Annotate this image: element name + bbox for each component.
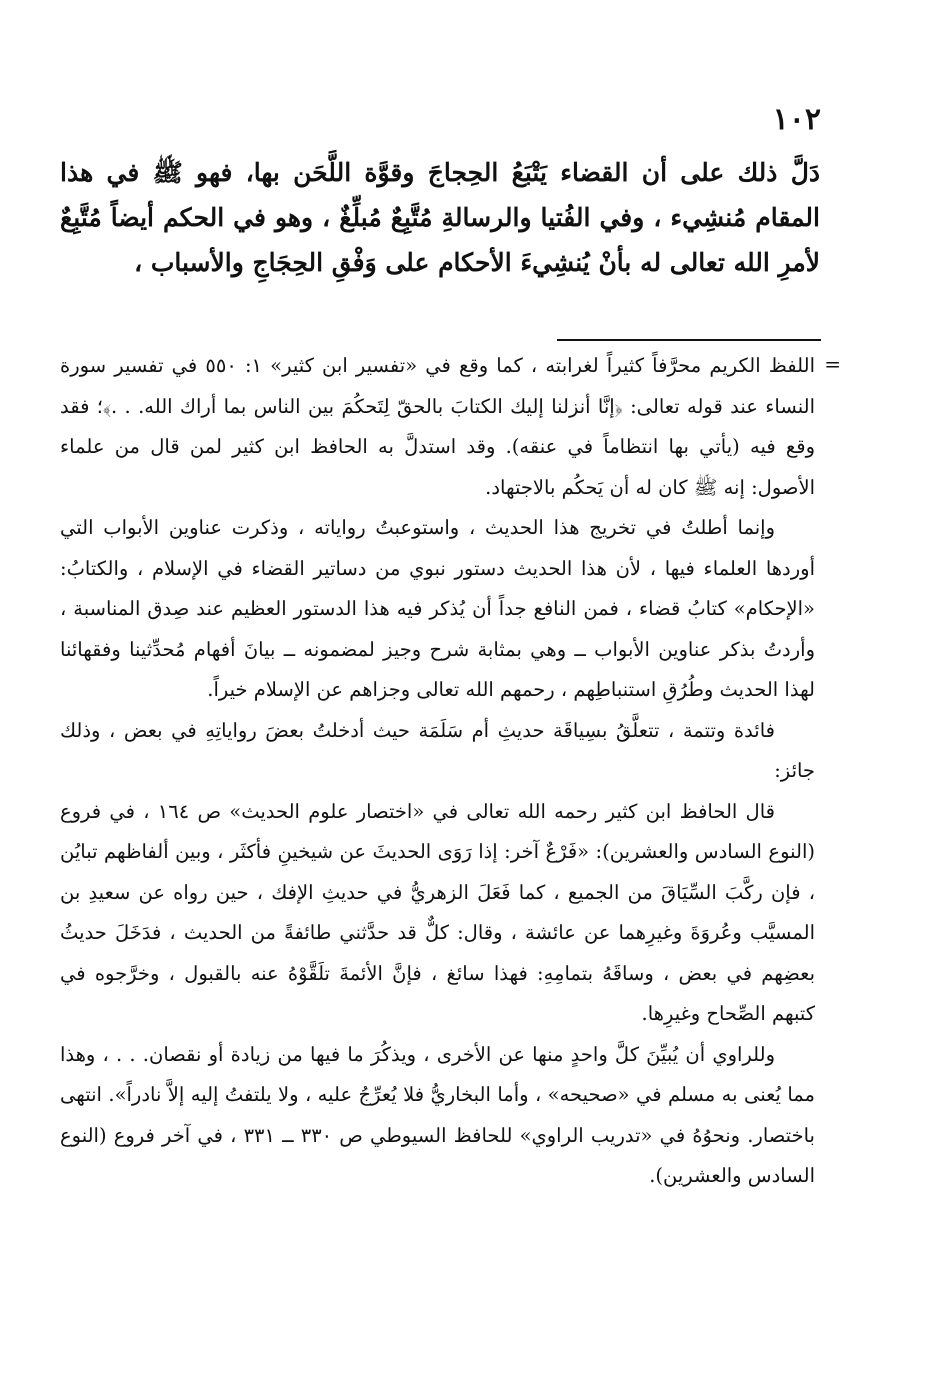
footnote-paragraph: قال الحافظ ابن كثير رحمه الله تعالى في «اختصار علوم الحديث» ص ١٦٤ ، في فروع (النوع السادس والعشرين): «فَرْعٌ آخر: إذا رَوَى الحديثَ عن شيخينِ فأكثَر ، وبين ألفاظهم تبايُن ، فإن ركَّبَ السِّيَاقَ من الجميع ، كما فَعَلَ الزهريُّ في حديثِ الإفك ، حين رواه عن سعيدِ بن المسيَّب وعُروَةَ وغيرِهما عن عائشة ، وقال: كلٌّ قد حدَّثني طائفةً من الحديث ، فدَخَلَ حديثُ بعضِهم في بعض ، وساقَهُ بتمامِهِ: فهذا سائغ ، فإنَّ الأئمةَ تلَقَّوْهُ عنه بالقبول ، وخرَّجوه في كتبهم الصِّحاح وغيرِها. <box>60 799 815 1025</box>
main-text <box>60 150 820 285</box>
footnotes <box>60 346 815 1197</box>
footnote-paragraph: اللفظ الكريم محرَّفاً كثيراً لغرابته ، كما وقع في «تفسير ابن كثير» ١: ٥٥٠ في تفسير سورة النساء عند قوله تعالى: ﴿إنَّا أنزلنا إليك الكتابَ بالحقّ لِتَحكُمَ بين الناس بما أراك الله. . .﴾؛ فقد وقع فيه (يأتي بها انتظاماً في عنقه). وقد استدلَّ به الحافظ ابن كثير لمن قال من علماء الأصول: إنه ﷺ كان له أن يَحكُم بالاجتهاد. <box>60 354 815 499</box>
footnote-paragraph: وللراوي أن يُبيِّنَ كلَّ واحدٍ منها عن الأخرى ، ويذكُرَ ما فيها من زيادة أو نقصان. . . ، وهذا مما يُعنى به مسلم في «صحيحه» ، وأما البخاريُّ فلا يُعرِّجُ عليه ، ولا يلتفتُ إليه إلاَّ نادراً». انتهى باختصار. ونحوُهُ في «تدريب الراوي» للحافظ السيوطي ص ٣٣٠ ــ ٣٣١ ، في آخر فروع (النوع السادس والعشرين). <box>60 1042 815 1187</box>
page-number: ١٠٢ <box>772 102 821 137</box>
footnote-paragraph: فائدة وتتمة ، تتعلَّقُ بسِياقَة حديثِ أم سَلَمَة حيث أدخلتُ بعضَ رواياتِهِ في بعض ، وذلك جائز: <box>60 718 815 782</box>
main-paragraph: دَلَّ ذلك على أن القضاء يَتْبَعُ الحِجاجَ وقوَّة اللَّحَن بها، فهو ﷺ في هذا المقام مُنشِيء ، وفي الفُتيا والرسالةِ مُتَّبِعٌ مُبلِّغٌ ، وهو في الحكم أيضاً مُتَّبِعٌ لأمرِ الله تعالى له بأنْ يُنشِيءَ الأحكام على وَفْقِ الحِجَاجِ والأسباب ، <box>60 158 820 277</box>
footnote-paragraph: وإنما أطلتُ في تخريج هذا الحديث ، واستوعبتُ رواياته ، وذكرت عناوين الأبواب التي أوردها العلماء فيها ، لأن هذا الحديث دستور نبوي من دساتير القضاء في الإسلام ، والكتابُ: «الإحكام» كتابُ قضاء ، فمن النافع جداً أن يُذكر فيه هذا الدستور العظيم عند صِدق المناسبة ، وأردتُ بذكر عناوين الأبواب ــ وهي بمثابة شرح وجيز لمضمونه ــ بيانَ أفهام مُحدِّثينا وفقهائنا لهذا الحديث وطُرُقِ استنباطِهم ، رحمهم الله تعالى وجزاهم عن الإسلام خيراً. <box>60 516 815 701</box>
footnote-divider <box>557 339 821 341</box>
footnote-continuation-mark: = <box>824 352 841 376</box>
